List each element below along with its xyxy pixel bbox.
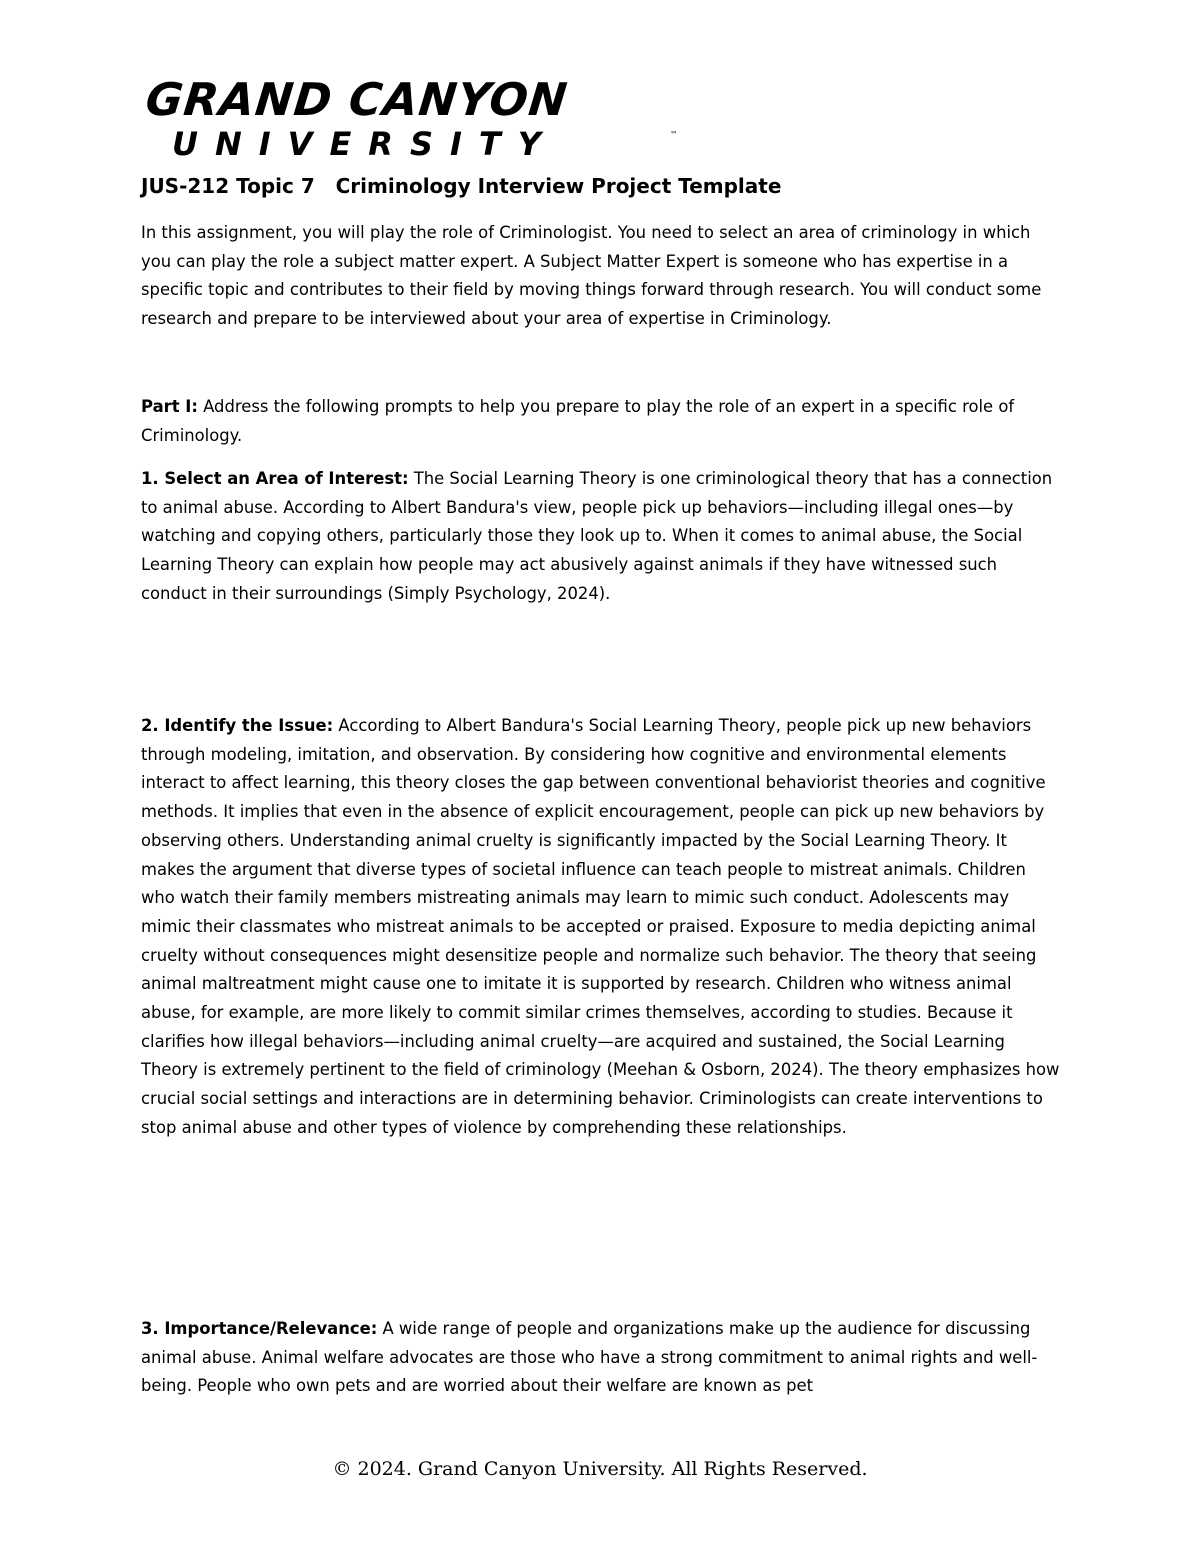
prompt-3-text: A wide range of people and organizations make up the audience for discussing animal abuse. Animal welfare advocates are those who have a strong commitment to animal rights and well-being. People who own pets and are worried about their welfare are known as pet — [141, 1319, 1038, 1396]
prompt-2-text: According to Albert Bandura's Social Learning Theory, people pick up new behaviors through modeling, imitation, and observation. By considering how cognitive and environmental elements interact to affect learning, this theory closes the gap between conventional behaviorist theories and cognitive methods. It implies that even in the absence of explicit encouragement, people can pick up new behaviors by observing others. Understanding animal cruelty is significantly impacted by the Social Learning Theory. It makes the argument that diverse types of societal influence can teach people to mistreat animals. Children who watch their family members mistreating animals may learn to mimic such conduct. Adolescents may mimic their classmates who mistreat animals to be accepted or praised. Exposure to media depicting animal cruelty without consequences might desensitize people and normalize such behavior. The theory that seeing animal maltreatment might cause one to imitate it is supported by research. Children who witness animal abuse, for example, are more likely to commit similar crimes themselves, according to studies. Because it clarifies how illegal behaviors—including animal cruelty—are acquired and sustained, the Social Learning Theory is extremely pertinent to the field of criminology (Meehan & Osborn, 2024). The theory emphasizes how crucial social settings and interactions are in determining behavior. Criminologists can create interventions to stop animal abuse and other types of violence by comprehending these relationships. — [141, 716, 1060, 1137]
prompt-3-paragraph — [141, 1315, 1061, 1401]
prompt-1-label: 1. Select an Area of Interest: — [141, 469, 409, 488]
intro-paragraph: In this assignment, you will play the role of Criminologist. You need to select an area of criminology in which you can play the role a subject matter expert. A Subject Matter Expert is someone who has expertise in a specific topic and contributes to their field by moving things forward through research. You will conduct some research and prepare to be interviewed about your area of expertise in Criminology. — [141, 223, 1042, 329]
logo-line-university: UNIVERSITY — [172, 125, 558, 163]
university-logo — [143, 72, 678, 164]
logo-line-grand-canyon: GRAND CANYON — [143, 73, 571, 126]
prompt-2-paragraph — [141, 712, 1061, 1143]
prompt-3-label: 3. Importance/Relevance: — [141, 1319, 378, 1338]
logo-trademark: ™ — [670, 130, 678, 139]
prompt-1-paragraph — [141, 465, 1061, 609]
copyright-footer: © 2024. Grand Canyon University. All Rights Reserved. — [332, 1458, 868, 1480]
part1-text: Address the following prompts to help you prepare to play the role of an expert in a specific role of Criminology. — [141, 397, 1015, 445]
document-title: JUS-212 Topic 7 Criminology Interview Project Template — [141, 174, 782, 198]
part1-paragraph — [141, 393, 1061, 450]
prompt-1-text: The Social Learning Theory is one criminological theory that has a connection to animal abuse. According to Albert Bandura's view, people pick up behaviors—including illegal ones—by watching and copying others, particularly those they look up to. When it comes to animal abuse, the Social Learning Theory can explain how people may act abusively against animals if they have witnessed such conduct in their surroundings (Simply Psychology, 2024). — [141, 469, 1053, 603]
part1-label: Part I: — [141, 397, 198, 416]
prompt-2-label: 2. Identify the Issue: — [141, 716, 334, 735]
